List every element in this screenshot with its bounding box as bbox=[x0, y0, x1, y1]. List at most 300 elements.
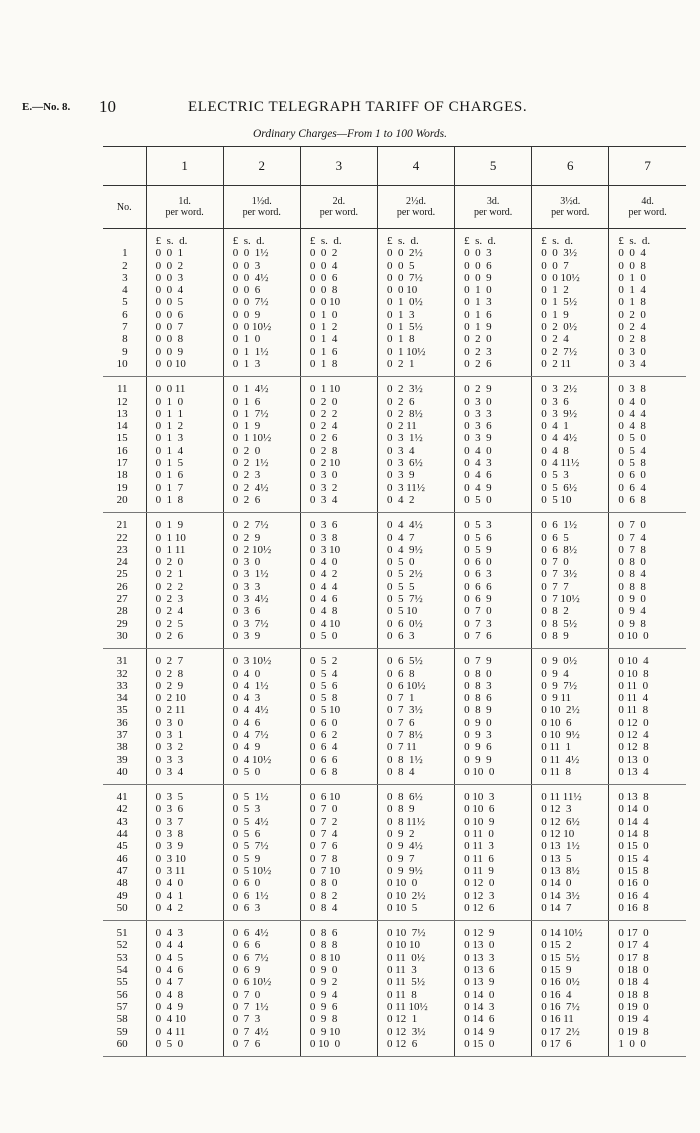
charge-value: 0 2 3½ bbox=[386, 383, 423, 396]
word-count: 60 bbox=[116, 1037, 128, 1050]
charge-value: 0 2 0 bbox=[618, 308, 646, 321]
word-count: 53 bbox=[116, 951, 128, 964]
charge-value: 0 18 4 bbox=[618, 976, 649, 989]
charge-value: 0 2 4 bbox=[541, 333, 569, 346]
charge-value: 0 16 4 bbox=[541, 988, 572, 1001]
charge-column bbox=[377, 229, 454, 377]
word-count: 45 bbox=[116, 840, 128, 853]
charge-value: 0 0 8 bbox=[309, 284, 338, 297]
charge-value: 0 6 10½ bbox=[232, 976, 272, 989]
charge-value: 0 2 10 bbox=[155, 692, 186, 705]
charge-value: 0 9 11 bbox=[541, 692, 572, 705]
word-count: 42 bbox=[116, 803, 128, 816]
charge-value: 0 3 3 bbox=[155, 753, 184, 766]
charge-value: 0 1 8 bbox=[618, 296, 646, 309]
charge-value: 0 7 7 bbox=[541, 580, 569, 593]
word-count-column bbox=[103, 921, 146, 1057]
charge-value: 0 0 11 bbox=[155, 383, 186, 396]
charge-value: 0 14 0 bbox=[618, 803, 649, 816]
lsd-header: £ s. d. bbox=[155, 235, 188, 247]
charge-value: 0 11 8 bbox=[618, 704, 649, 717]
charge-column bbox=[532, 649, 609, 785]
charge-value: 0 0 7 bbox=[541, 259, 569, 272]
word-count: 54 bbox=[116, 964, 128, 977]
charge-value: 0 14 10½ bbox=[541, 927, 583, 940]
charge-value: 0 3 3 bbox=[232, 580, 261, 593]
charge-value: 0 6 8½ bbox=[541, 543, 577, 556]
charge-value: 0 9 4½ bbox=[386, 840, 423, 853]
word-count-group bbox=[103, 649, 686, 785]
rate-line: per word. bbox=[242, 207, 281, 218]
charge-value: 0 4 4 bbox=[309, 580, 338, 593]
word-count: 17 bbox=[116, 457, 128, 470]
word-count-column bbox=[103, 377, 146, 513]
charge-value: 0 6 6 bbox=[232, 939, 261, 952]
charge-value: 0 4 4 bbox=[618, 407, 646, 420]
charge-value: 0 1 8 bbox=[309, 357, 338, 370]
charge-value: 0 14 6 bbox=[464, 1013, 495, 1026]
charge-value: 0 4 7 bbox=[386, 531, 415, 544]
charge-value: 0 10 6 bbox=[541, 716, 572, 729]
charge-value: 0 0 2 bbox=[309, 247, 338, 260]
word-count: 51 bbox=[116, 927, 128, 940]
charge-value: 0 8 0 bbox=[309, 877, 338, 890]
charge-value: 0 0 1 bbox=[155, 247, 184, 260]
charge-value: 0 3 7 bbox=[155, 815, 184, 828]
charge-value: 0 12 1 bbox=[386, 1013, 418, 1026]
charge-value: 0 7 0 bbox=[541, 556, 569, 569]
charge-value: 0 0 9 bbox=[464, 271, 492, 284]
charge-value: 0 13 0 bbox=[618, 753, 649, 766]
charge-value: 0 5 7½ bbox=[232, 840, 269, 853]
charge-value: 0 2 4 bbox=[155, 605, 184, 618]
charge-value: 0 16 8 bbox=[618, 901, 649, 914]
word-count: 8 bbox=[122, 333, 128, 346]
charge-value: 0 8 9 bbox=[464, 704, 492, 717]
charge-value: 0 2 6 bbox=[155, 629, 184, 642]
rate-line: per word. bbox=[551, 207, 590, 218]
charge-value: 0 4 8 bbox=[618, 420, 646, 433]
column-number: 6 bbox=[532, 147, 609, 186]
charge-value: 0 7 3½ bbox=[386, 704, 423, 717]
charge-column bbox=[609, 921, 686, 1057]
charge-value: 0 3 11 bbox=[155, 864, 186, 877]
word-count: 34 bbox=[116, 692, 128, 705]
charge-value: 0 1 10 bbox=[309, 383, 341, 396]
charge-value: 0 6 8 bbox=[386, 667, 415, 680]
charge-value: 0 5 6 bbox=[232, 828, 261, 841]
charge-value: 0 5 3 bbox=[541, 469, 569, 482]
word-count: 41 bbox=[116, 791, 128, 804]
charge-value: 0 3 2 bbox=[309, 481, 338, 494]
word-count-column bbox=[103, 513, 146, 649]
word-count-group bbox=[103, 229, 686, 377]
charge-column bbox=[146, 649, 223, 785]
charge-value: 1 0 0 bbox=[618, 1037, 646, 1050]
charge-value: 0 5 10½ bbox=[232, 864, 272, 877]
word-count: 48 bbox=[116, 877, 128, 890]
charge-value: 0 4 8 bbox=[309, 605, 338, 618]
charge-value: 0 1 3 bbox=[386, 308, 415, 321]
charge-value: 0 0 5 bbox=[386, 259, 415, 272]
charge-value: 0 1 1½ bbox=[232, 345, 269, 358]
charge-value: 0 0 3½ bbox=[541, 247, 577, 260]
charge-value: 0 6 4½ bbox=[232, 927, 269, 940]
charge-value: 0 0 10½ bbox=[541, 271, 580, 284]
word-count: 14 bbox=[116, 420, 128, 433]
charge-value: 0 13 5 bbox=[541, 852, 572, 865]
charge-value: 0 4 2 bbox=[309, 568, 338, 581]
charge-value: 0 3 10½ bbox=[232, 655, 272, 668]
charge-value: 0 6 3 bbox=[232, 901, 261, 914]
charge-value: 0 4 9 bbox=[464, 481, 492, 494]
charge-value: 0 14 7 bbox=[541, 901, 572, 914]
charge-value: 0 10 9 bbox=[464, 815, 495, 828]
charge-value: 0 5 3 bbox=[464, 519, 492, 532]
charge-value: 0 17 2½ bbox=[541, 1025, 580, 1038]
word-count-group bbox=[103, 921, 686, 1057]
charge-value: 0 0 7 bbox=[155, 321, 184, 334]
word-count: 36 bbox=[116, 716, 128, 729]
charge-value: 0 2 1 bbox=[155, 568, 184, 581]
rate-header bbox=[300, 186, 377, 229]
charge-value: 0 3 3 bbox=[464, 407, 492, 420]
charge-value: 0 8 8 bbox=[309, 939, 338, 952]
charge-value: 0 17 4 bbox=[618, 939, 649, 952]
charge-value: 0 18 8 bbox=[618, 988, 649, 1001]
charge-value: 0 2 6 bbox=[309, 432, 338, 445]
charge-value: 0 5 10 bbox=[541, 493, 572, 506]
rate-line: 2d. bbox=[332, 196, 346, 207]
charge-value: 0 7 3 bbox=[232, 1013, 261, 1026]
charge-value: 0 2 2 bbox=[155, 580, 184, 593]
charge-value: 0 0 2½ bbox=[386, 247, 423, 260]
charge-value: 0 2 0 bbox=[464, 333, 492, 346]
charge-column bbox=[532, 377, 609, 513]
charge-value: 0 11 3 bbox=[386, 964, 417, 977]
word-count: 46 bbox=[116, 852, 128, 865]
charge-value: 0 2 6 bbox=[464, 357, 492, 370]
charge-value: 0 2 4 bbox=[618, 321, 646, 334]
charge-value: 0 3 9½ bbox=[541, 407, 577, 420]
charge-value: 0 9 2 bbox=[309, 976, 338, 989]
charge-value: 0 15 9 bbox=[541, 964, 572, 977]
charge-value: 0 2 10½ bbox=[232, 543, 272, 556]
charge-value: 0 19 4 bbox=[618, 1013, 649, 1026]
charge-value: 0 0 6 bbox=[232, 284, 261, 297]
word-count: 55 bbox=[116, 976, 128, 989]
word-count: 50 bbox=[116, 901, 128, 914]
charge-value: 0 8 1½ bbox=[386, 753, 423, 766]
charge-value: 0 0 9 bbox=[155, 345, 184, 358]
charge-value: 0 5 4 bbox=[309, 667, 338, 680]
charge-value: 0 1 9 bbox=[155, 519, 184, 532]
charge-value: 0 2 8½ bbox=[386, 407, 423, 420]
charge-value: 0 17 0 bbox=[618, 927, 649, 940]
charge-value: 0 6 1½ bbox=[541, 519, 577, 532]
charge-value: 0 1 5½ bbox=[386, 321, 423, 334]
charge-value: 0 7 1½ bbox=[232, 1000, 269, 1013]
word-count: 15 bbox=[116, 432, 128, 445]
page-subtitle: Ordinary Charges—From 1 to 100 Words. bbox=[252, 128, 448, 140]
charge-value: 0 3 5 bbox=[155, 791, 184, 804]
rate-line: 4d. bbox=[641, 196, 654, 207]
charge-value: 0 5 0 bbox=[464, 493, 492, 506]
charge-value: 0 6 4 bbox=[309, 741, 338, 754]
charge-value: 0 13 8½ bbox=[541, 864, 580, 877]
charge-value: 0 5 0 bbox=[618, 432, 646, 445]
charge-value: 0 3 0 bbox=[232, 556, 261, 569]
charge-value: 0 8 4 bbox=[618, 568, 646, 581]
charge-value: 0 0 3 bbox=[232, 259, 261, 272]
charge-value: 0 16 7½ bbox=[541, 1000, 580, 1013]
charge-value: 0 4 6 bbox=[155, 964, 184, 977]
charge-column bbox=[223, 649, 300, 785]
charge-value: 0 6 5 bbox=[541, 531, 569, 544]
charge-value: 0 1 0 bbox=[155, 395, 184, 408]
word-count: 5 bbox=[122, 296, 128, 309]
charge-value: 0 10 6 bbox=[464, 803, 495, 816]
charge-value: 0 0 10½ bbox=[232, 321, 272, 334]
charge-value: 0 9 4 bbox=[541, 667, 569, 680]
charge-value: 0 2 1½ bbox=[232, 457, 269, 470]
charge-value: 0 13 8 bbox=[618, 791, 649, 804]
charge-value: 0 0 6 bbox=[155, 308, 184, 321]
charge-value: 0 3 10 bbox=[309, 543, 341, 556]
charge-value: 0 3 6 bbox=[155, 803, 184, 816]
charge-value: 0 4 10 bbox=[155, 1013, 186, 1026]
word-count: 29 bbox=[116, 617, 128, 630]
charge-value: 0 5 5 bbox=[386, 580, 415, 593]
charge-value: 0 2 0 bbox=[309, 395, 338, 408]
charge-value: 0 9 0 bbox=[618, 593, 646, 606]
charge-value: 0 4 0 bbox=[464, 444, 492, 457]
charge-value: 0 6 3 bbox=[386, 629, 415, 642]
charge-value: 0 1 8 bbox=[155, 493, 184, 506]
charge-value: 0 1 5½ bbox=[541, 296, 577, 309]
charge-value: 0 9 7½ bbox=[541, 679, 577, 692]
rate-row bbox=[103, 186, 686, 229]
column-number: 4 bbox=[377, 147, 454, 186]
charge-value: 0 6 0 bbox=[618, 469, 646, 482]
charge-value: 0 16 0½ bbox=[541, 976, 580, 989]
column-number: 5 bbox=[455, 147, 532, 186]
rate-line: 3½d. bbox=[560, 196, 581, 207]
charge-value: 0 2 8 bbox=[309, 444, 338, 457]
charge-value: 0 2 7½ bbox=[541, 345, 577, 358]
charge-column bbox=[377, 649, 454, 785]
charge-value: 0 1 2 bbox=[309, 321, 338, 334]
lsd-header: £ s. d. bbox=[232, 235, 265, 247]
no-column-corner bbox=[103, 147, 146, 186]
charge-value: 0 7 0 bbox=[232, 988, 261, 1001]
charge-value: 0 1 10½ bbox=[386, 345, 426, 358]
rate-line: 2½d. bbox=[406, 196, 426, 207]
charge-value: 0 3 4 bbox=[155, 765, 184, 778]
rate-line: per word. bbox=[473, 207, 513, 218]
charge-value: 0 19 8 bbox=[618, 1025, 649, 1038]
charge-value: 0 3 8 bbox=[618, 383, 646, 396]
charge-column bbox=[223, 785, 300, 921]
charge-value: 0 6 0 bbox=[232, 877, 261, 890]
charge-value: 0 0 4 bbox=[309, 259, 338, 272]
charge-value: 0 0 1½ bbox=[232, 247, 269, 260]
charge-value: 0 14 3 bbox=[464, 1000, 495, 1013]
charge-value: 0 3 6 bbox=[232, 605, 261, 618]
charge-value: 0 10 0 bbox=[386, 877, 418, 890]
charge-column bbox=[609, 513, 686, 649]
charge-value: 0 18 0 bbox=[618, 964, 649, 977]
lsd-header: £ s. d. bbox=[464, 235, 496, 247]
charge-value: 0 4 1 bbox=[541, 420, 569, 433]
charge-value: 0 1 6 bbox=[155, 469, 184, 482]
word-count: 24 bbox=[116, 556, 128, 569]
charge-value: 0 4 1 bbox=[155, 889, 184, 902]
charge-value: 0 14 3½ bbox=[541, 889, 580, 902]
charge-column bbox=[146, 785, 223, 921]
charge-column bbox=[609, 377, 686, 513]
charge-value: 0 2 10 bbox=[309, 457, 341, 470]
charge-value: 0 6 4 bbox=[618, 481, 646, 494]
charge-value: 0 0 4½ bbox=[232, 271, 269, 284]
charge-column bbox=[377, 513, 454, 649]
charge-value: 0 6 10½ bbox=[386, 679, 426, 692]
charge-value: 0 2 9 bbox=[155, 679, 184, 692]
rate-header bbox=[223, 186, 300, 229]
charge-value: 0 2 6 bbox=[386, 395, 415, 408]
charge-value: 0 0 6 bbox=[309, 271, 338, 284]
charge-value: 0 2 3 bbox=[232, 469, 261, 482]
charge-value: 0 1 11 bbox=[155, 543, 186, 556]
charge-value: 0 7 6 bbox=[464, 629, 492, 642]
charge-column bbox=[609, 649, 686, 785]
charge-value: 0 2 11 bbox=[386, 420, 417, 433]
charge-value: 0 9 7 bbox=[386, 852, 415, 865]
charge-value: 0 5 2 bbox=[309, 655, 338, 668]
charge-value: 0 1 3 bbox=[232, 357, 261, 370]
charge-value: 0 13 1½ bbox=[541, 840, 580, 853]
charge-value: 0 4 0 bbox=[155, 877, 184, 890]
charge-value: 0 5 0 bbox=[155, 1037, 184, 1050]
charge-value: 0 4 9 bbox=[232, 741, 261, 754]
charge-value: 0 9 3 bbox=[464, 728, 492, 741]
charge-value: 0 4 2 bbox=[155, 901, 184, 914]
charge-value: 0 12 3½ bbox=[386, 1025, 426, 1038]
charge-value: 0 7 0 bbox=[618, 519, 646, 532]
charge-value: 0 3 4 bbox=[386, 444, 415, 457]
charge-value: 0 3 9 bbox=[464, 432, 492, 445]
charge-value: 0 10 10 bbox=[386, 939, 420, 952]
charge-value: 0 14 8 bbox=[618, 828, 649, 841]
charge-value: 0 8 10 bbox=[309, 951, 341, 964]
charge-value: 0 5 10 bbox=[309, 704, 341, 717]
rate-header bbox=[455, 186, 532, 229]
word-count: 25 bbox=[116, 568, 128, 581]
rate-header bbox=[146, 186, 223, 229]
charge-value: 0 0 7½ bbox=[386, 271, 423, 284]
charge-value: 0 11 9 bbox=[464, 864, 494, 877]
word-count: 37 bbox=[116, 728, 128, 741]
charge-value: 0 8 6½ bbox=[386, 791, 423, 804]
charge-value: 0 8 3 bbox=[464, 679, 492, 692]
charge-value: 0 7 4 bbox=[309, 828, 338, 841]
charge-value: 0 15 0 bbox=[618, 840, 649, 853]
charge-value: 0 15 8 bbox=[618, 864, 649, 877]
charge-value: 0 0 4 bbox=[618, 247, 646, 260]
charge-value: 0 10 2½ bbox=[386, 889, 426, 902]
charge-column bbox=[609, 229, 686, 377]
charge-value: 0 3 1½ bbox=[386, 432, 423, 445]
charge-value: 0 3 9 bbox=[232, 629, 261, 642]
word-count-column bbox=[103, 649, 146, 785]
charge-value: 0 7 8½ bbox=[386, 728, 423, 741]
charge-value: 0 1 4 bbox=[618, 284, 646, 297]
lsd-header: £ s. d. bbox=[541, 235, 573, 247]
word-count: 35 bbox=[116, 704, 128, 717]
charge-value: 0 6 10 bbox=[309, 791, 341, 804]
charge-value: 0 3 9 bbox=[155, 840, 184, 853]
charge-column bbox=[532, 921, 609, 1057]
charge-value: 0 4 2 bbox=[386, 493, 415, 506]
word-count: 27 bbox=[116, 593, 128, 606]
charge-value: 0 8 5½ bbox=[541, 617, 577, 630]
charge-value: 0 5 0 bbox=[232, 765, 261, 778]
word-count: 56 bbox=[116, 988, 128, 1001]
charge-value: 0 7 4½ bbox=[232, 1025, 269, 1038]
charge-value: 0 0 3 bbox=[155, 271, 184, 284]
charge-value: 0 2 9 bbox=[232, 531, 261, 544]
charge-value: 0 2 1 bbox=[386, 357, 415, 370]
charge-value: 0 4 10 bbox=[309, 617, 341, 630]
no-column-label: No. bbox=[103, 186, 146, 229]
charge-column bbox=[223, 513, 300, 649]
charge-value: 0 10 3 bbox=[464, 791, 495, 804]
charge-value: 0 8 11½ bbox=[386, 815, 426, 828]
charge-value: 0 3 8 bbox=[309, 531, 338, 544]
charge-value: 0 14 9 bbox=[464, 1025, 495, 1038]
charge-value: 0 6 6 bbox=[309, 753, 338, 766]
charge-value: 0 2 3 bbox=[464, 345, 492, 358]
rate-line: 1½d. bbox=[251, 196, 272, 207]
charge-value: 0 16 4 bbox=[618, 889, 649, 902]
charge-value: 0 12 4 bbox=[618, 728, 649, 741]
charge-value: 0 4 3 bbox=[155, 927, 184, 940]
charge-column bbox=[146, 921, 223, 1057]
word-count: 20 bbox=[116, 493, 128, 506]
charge-value: 0 10 7½ bbox=[386, 927, 426, 940]
charge-value: 0 4 8 bbox=[541, 444, 569, 457]
charge-value: 0 6 9 bbox=[232, 964, 261, 977]
charge-value: 0 2 0 bbox=[232, 444, 261, 457]
charge-value: 0 4 0 bbox=[232, 667, 261, 680]
charge-value: 0 1 5 bbox=[155, 457, 184, 470]
charge-value: 0 9 0 bbox=[464, 716, 492, 729]
charge-value: 0 6 5½ bbox=[386, 655, 423, 668]
charge-value: 0 4 4½ bbox=[386, 519, 423, 532]
charge-value: 0 0 8 bbox=[155, 333, 184, 346]
charge-value: 0 9 0½ bbox=[541, 655, 577, 668]
word-count: 22 bbox=[116, 531, 128, 544]
charge-value: 0 6 8 bbox=[309, 765, 338, 778]
charge-value: 0 1 10½ bbox=[232, 432, 272, 445]
charge-value: 0 16 0 bbox=[618, 877, 649, 890]
page-header bbox=[22, 97, 682, 119]
column-number-row bbox=[103, 147, 686, 186]
charge-value: 0 1 6 bbox=[232, 395, 261, 408]
word-count: 32 bbox=[116, 667, 128, 680]
charge-value: 0 6 7½ bbox=[232, 951, 269, 964]
charge-value: 0 3 0 bbox=[309, 469, 338, 482]
